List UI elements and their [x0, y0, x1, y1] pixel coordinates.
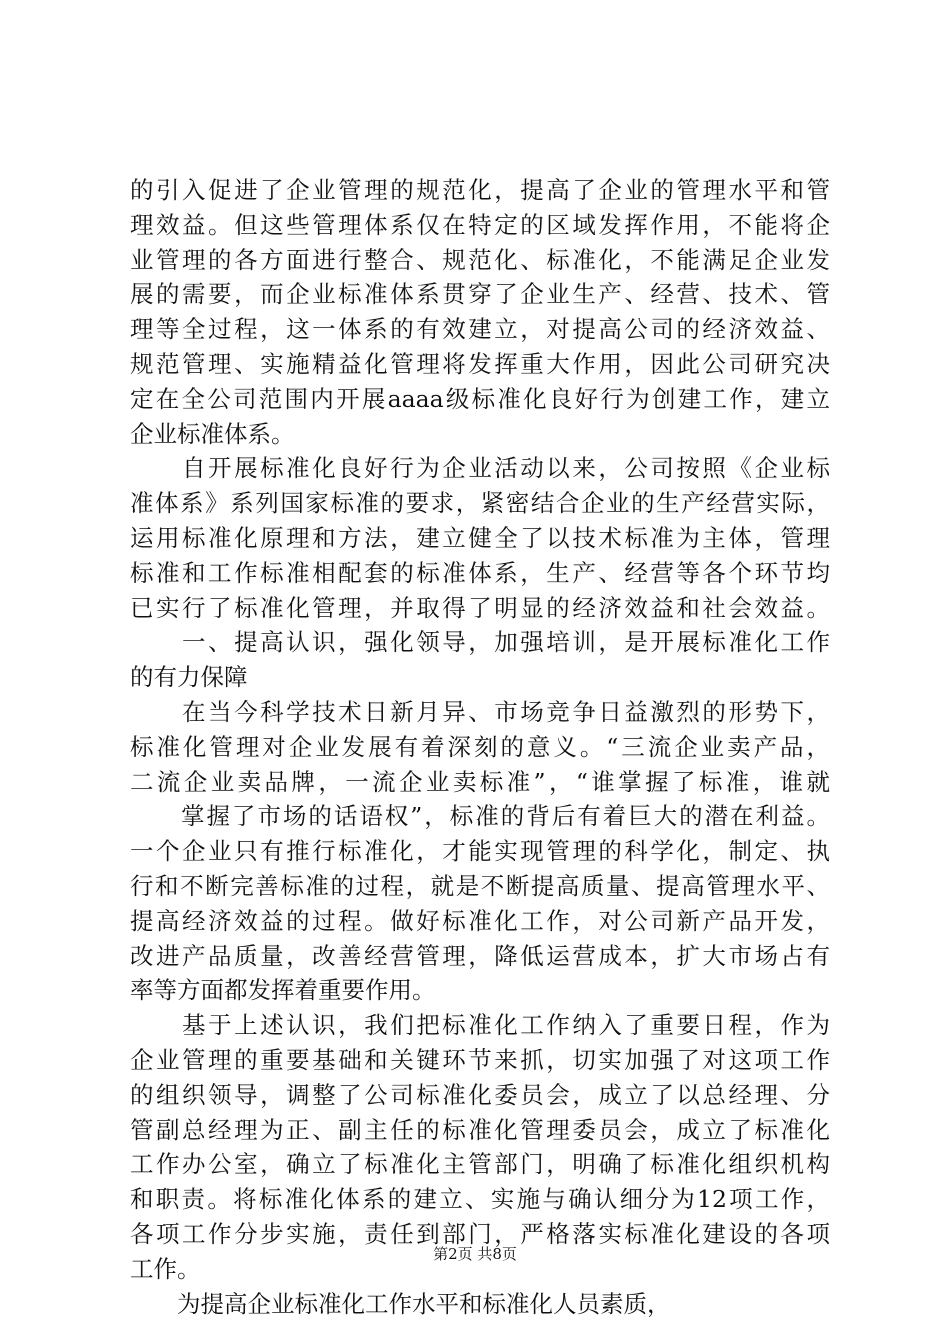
text-line: 的组织领导，调整了公司标准化委员会，成立了以总经理、分	[130, 1080, 830, 1109]
text-line: 定在全公司范围内开展aaaa级标准化良好行为创建工作，建立	[130, 384, 830, 413]
text-line: 各项工作分步实施，责任到部门，严格落实标准化建设的各项	[130, 1219, 830, 1248]
text-line: 和职责。将标准化体系的建立、实施与确认细分为12项工作，	[130, 1185, 830, 1214]
text-line: 规范管理、实施精益化管理将发挥重大作用，因此公司研究决	[130, 349, 830, 378]
text-line: 行和不断完善标准的过程，就是不断提高质量、提高管理水平、	[130, 871, 830, 900]
text-line: 标准化管理对企业发展有着深刻的意义。“三流企业卖产品，	[130, 732, 830, 761]
text-line: 运用标准化原理和方法，建立健全了以技术标准为主体，管理	[130, 523, 830, 552]
text-line: 企业标准体系。	[130, 419, 295, 448]
text-line: 已实行了标准化管理，并取得了明显的经济效益和社会效益。	[130, 593, 830, 622]
text-line: 标准和工作标准相配套的标准体系，生产、经营等各个环节均	[130, 558, 830, 587]
text-line: 的引入促进了企业管理的规范化，提高了企业的管理水平和管	[130, 176, 830, 204]
text-line: 掌握了市场的话语权”，标准的背后有着巨大的潜在利益。	[130, 802, 830, 831]
page-footer: 第2页 共8页	[433, 1245, 517, 1263]
text-line: 的有力保障	[130, 663, 248, 692]
text-line: 基于上述认识，我们把标准化工作纳入了重要日程，作为	[130, 1011, 830, 1040]
text-line: 业管理的各方面进行整合、规范化、标准化，不能满足企业发	[130, 245, 830, 274]
text-line: 准体系》系列国家标准的要求，紧密结合企业的生产经营实际，	[130, 489, 830, 518]
text-line: 在当今科学技术日新月异、市场竞争日益激烈的形势下，	[130, 697, 830, 726]
text-line: 工作办公室，确立了标准化主管部门，明确了标准化组织机构	[130, 1150, 830, 1179]
text-line: 理等全过程，这一体系的有效建立，对提高公司的经济效益、	[130, 315, 830, 344]
text-line: 展的需要，而企业标准体系贯穿了企业生产、经营、技术、管	[130, 280, 830, 309]
text-line: 管副总经理为正、副主任的标准化管理委员会，成立了标准化	[130, 1115, 830, 1144]
text-line: 自开展标准化良好行为企业活动以来，公司按照《企业标	[130, 454, 830, 483]
text-line: 理效益。但这些管理体系仅在特定的区域发挥作用，不能将企	[130, 210, 830, 239]
text-line: 企业管理的重要基础和关键环节来抓，切实加强了对这项工作	[130, 1045, 830, 1074]
body-text	[130, 173, 830, 1321]
text-line: 工作。	[130, 1254, 201, 1283]
text-line: 二流企业卖品牌，一流企业卖标准”，“谁掌握了标准，谁就	[130, 767, 830, 796]
text-line: 一、提高认识，强化领导，加强培训，是开展标准化工作	[130, 628, 830, 657]
text-line: 改进产品质量，改善经营管理，降低运营成本，扩大市场占有	[130, 941, 830, 970]
text-line: 提高经济效益的过程。做好标准化工作，对公司新产品开发，	[130, 906, 830, 935]
text-line: 一个企业只有推行标准化，才能实现管理的科学化，制定、执	[130, 837, 830, 866]
text-line: 为提高企业标准化工作水平和标准化人员素质，	[130, 1289, 671, 1318]
text-line: 率等方面都发挥着重要作用。	[130, 976, 436, 1005]
